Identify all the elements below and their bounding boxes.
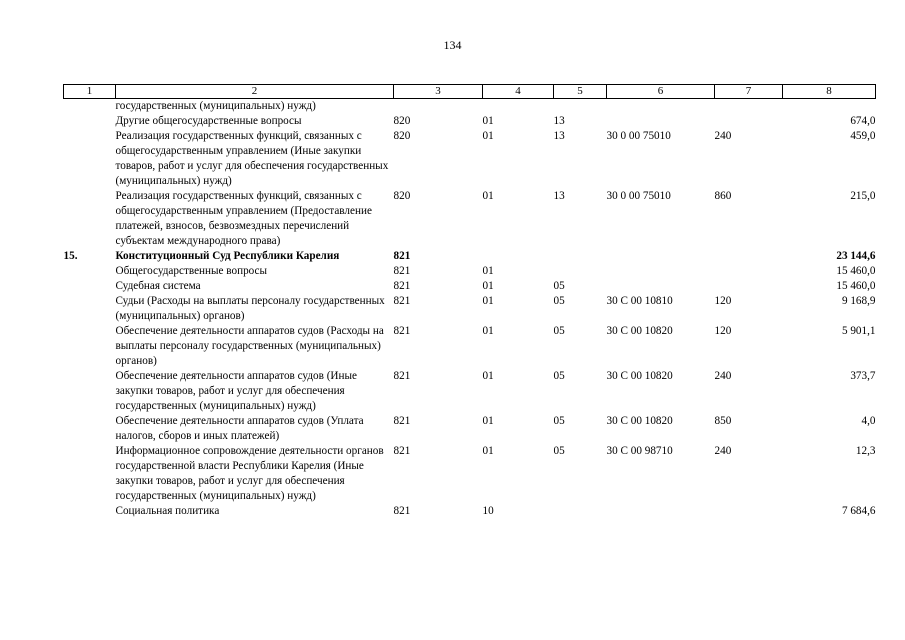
header-cell-5: 5 [554,85,607,99]
row-subsection-code [554,264,607,279]
row-description: Социальная политика [115,505,220,517]
row-subsection-code: 05 [553,370,565,382]
row-description: Обеспечение деятельности аппаратов судов (Расходы на выплаты персоналу государственных (муниципальных) органов) [115,325,384,367]
row-amount: 9 168,9 [841,295,876,307]
row-number [64,129,116,189]
row-description: Судебная система [115,280,201,292]
row-subsection-code: 13 [553,115,565,127]
table-row [64,294,876,324]
row-ministry-code: 821 [393,250,411,262]
row-amount: 7 684,6 [841,505,876,517]
row-ministry-code: 821 [393,295,411,307]
row-section-code: 01 [482,445,494,457]
row-ministry-code: 820 [393,115,411,127]
row-expense-type: 120 [714,325,732,337]
row-amount: 373,7 [850,370,876,382]
budget-table [63,84,876,519]
row-subsection-code: 13 [553,190,565,202]
row-description: Обеспечение деятельности аппаратов судов (Уплата налогов, сборов и иных платежей) [115,415,364,442]
table-row [64,414,876,444]
row-target-article: 30 С 00 10820 [606,325,673,337]
row-section-code: 10 [482,505,494,517]
row-target-article [607,99,715,115]
table-row [64,444,876,504]
row-ministry-code: 821 [393,415,411,427]
table-row [64,99,876,115]
row-description: Судьи (Расходы на выплаты персоналу государственных (муниципальных) органов) [115,295,385,322]
row-subsection-code: 05 [553,415,565,427]
row-number [64,444,116,504]
row-amount [783,99,876,115]
row-section-code: 01 [482,325,494,337]
row-expense-type [715,264,783,279]
row-section-code: 01 [482,280,494,292]
table-row [64,369,876,414]
row-amount: 674,0 [850,115,876,127]
row-section-code: 01 [482,130,494,142]
row-number: 15. [63,250,78,262]
row-number [64,414,116,444]
row-target-article [607,279,715,294]
row-ministry-code: 821 [393,280,411,292]
row-expense-type: 850 [714,415,732,427]
row-subsection-code [554,249,607,264]
row-section-code: 01 [482,295,494,307]
header-cell-1: 1 [64,85,116,99]
row-target-article: 30 0 00 75010 [606,190,671,202]
row-number [64,504,116,519]
header-row [64,85,876,99]
row-section-code: 01 [482,265,494,277]
row-ministry-code: 821 [393,370,411,382]
row-amount: 4,0 [861,415,876,427]
row-number [64,264,116,279]
row-section-code: 01 [482,115,494,127]
row-amount: 15 460,0 [836,265,876,277]
row-ministry-code: 821 [393,445,411,457]
row-amount: 15 460,0 [836,280,876,292]
table-row [64,324,876,369]
row-target-article: 30 0 00 75010 [606,130,671,142]
header-cell-4: 4 [483,85,554,99]
row-ministry-code: 821 [393,265,411,277]
row-expense-type [715,504,783,519]
row-section-code [483,99,554,115]
table-row [64,264,876,279]
row-number [64,114,116,129]
row-number [64,99,116,115]
table-row [64,279,876,294]
row-expense-type [715,249,783,264]
row-section-code [483,249,554,264]
row-subsection-code: 05 [553,295,565,307]
row-subsection-code: 05 [553,445,565,457]
table-row [64,129,876,189]
row-description: Реализация государственных функций, связанных с общегосударственным управлением (Иные закупки товаров, работ и услуг для обеспечения государственных (муниципальных) нужд) [115,130,389,187]
row-amount: 12,3 [855,445,876,457]
row-description: Информационное сопровождение деятельности органов государственной власти Республики Карелия (Иные закупки товаров, работ и услуг для обеспечения государственных (муниципальных) нужд) [115,445,384,502]
row-expense-type: 120 [714,295,732,307]
row-target-article [607,504,715,519]
row-description: государственных (муниципальных) нужд) [115,100,316,112]
row-number [64,369,116,414]
row-ministry-code: 821 [393,505,411,517]
table-body [64,99,876,520]
row-section-code: 01 [482,415,494,427]
row-subsection-code: 05 [553,280,565,292]
row-target-article [607,264,715,279]
table-row [64,114,876,129]
row-amount: 5 901,1 [841,325,876,337]
row-description: Общегосударственные вопросы [115,265,268,277]
header-cell-6: 6 [607,85,715,99]
table-header [64,85,876,99]
row-target-article [607,114,715,129]
row-target-article [607,249,715,264]
row-expense-type: 240 [714,370,732,382]
row-target-article: 30 С 00 10820 [606,370,673,382]
table-row [64,189,876,249]
row-description: Другие общегосударственные вопросы [115,115,302,127]
row-target-article: 30 С 00 98710 [606,445,673,457]
row-ministry-code: 820 [393,130,411,142]
table-row [64,504,876,519]
row-number [64,189,116,249]
row-subsection-code [554,99,607,115]
row-number [64,279,116,294]
header-cell-8: 8 [783,85,876,99]
row-section-code: 01 [482,190,494,202]
header-cell-7: 7 [715,85,783,99]
row-expense-type [715,99,783,115]
row-expense-type [715,114,783,129]
row-number [64,294,116,324]
header-cell-2: 2 [116,85,394,99]
row-ministry-code: 821 [393,325,411,337]
row-description: Конституционный Суд Республики Карелия [115,250,340,262]
row-subsection-code: 05 [553,325,565,337]
table-row [64,249,876,264]
row-subsection-code [554,504,607,519]
row-expense-type [715,279,783,294]
row-amount: 459,0 [850,130,876,142]
row-description: Обеспечение деятельности аппаратов судов (Иные закупки товаров, работ и услуг для обеспечения государственных (муниципальных) нужд) [115,370,357,412]
page-number: 134 [443,38,462,52]
row-expense-type: 860 [714,190,732,202]
row-expense-type: 240 [714,445,732,457]
row-ministry-code: 820 [393,190,411,202]
row-description: Реализация государственных функций, связанных с общегосударственным управлением (Предоставление платежей, взносов, безвозмездных перечислений субъектам международного права) [115,190,372,247]
row-expense-type: 240 [714,130,732,142]
row-amount: 23 144,6 [836,250,876,262]
row-number [64,324,116,369]
row-section-code: 01 [482,370,494,382]
row-amount: 215,0 [850,190,876,202]
row-target-article: 30 С 00 10810 [606,295,673,307]
row-subsection-code: 13 [553,130,565,142]
row-ministry-code [394,99,483,115]
header-cell-3: 3 [394,85,483,99]
row-target-article: 30 С 00 10820 [606,415,673,427]
